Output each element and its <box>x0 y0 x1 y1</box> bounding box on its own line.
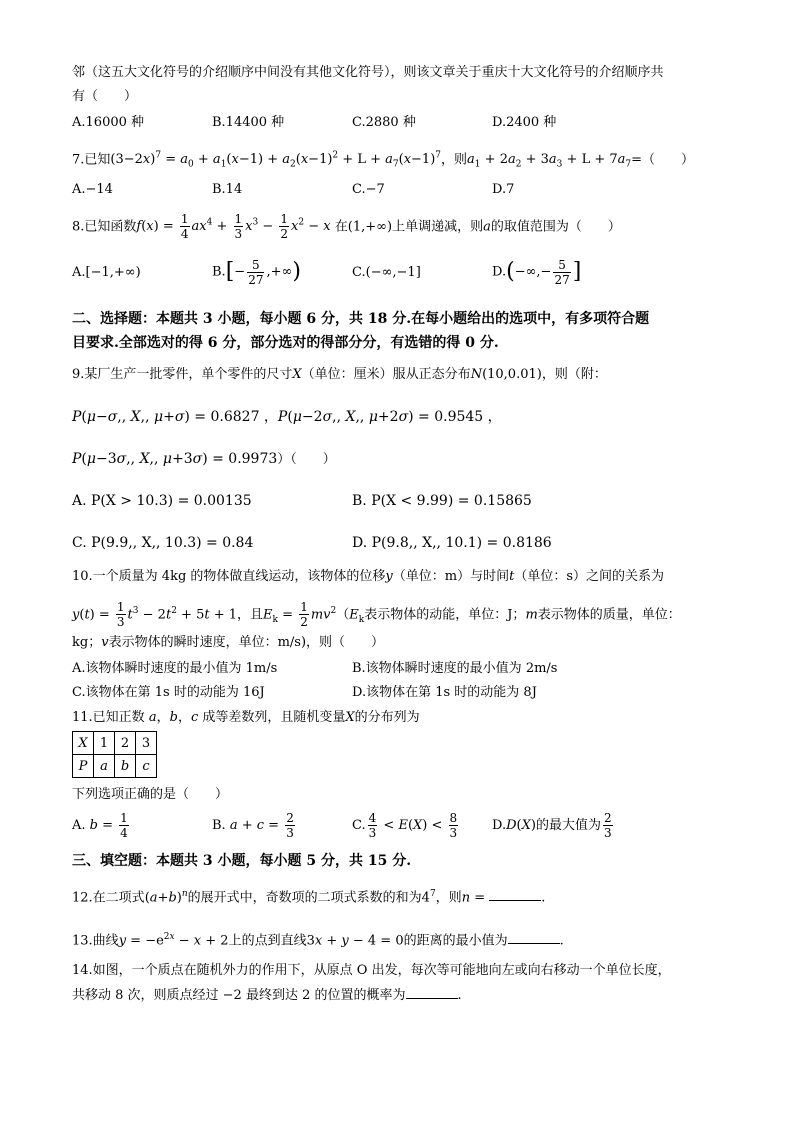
q10-stem-line1: 10.一个质量为 4kg 的物体做直线运动，该物体的位移y（单位：m）与时间t（单位：s）之间的关系为 <box>72 569 665 584</box>
section2-heading-line1: 二、选择题：本题共 3 小题，每小题 6 分，共 18 分.在每小题给出的选项中，有多项符合题 <box>72 311 650 327</box>
table-cell: 1 <box>94 732 115 755</box>
q8-option-a: A.[−1,+∞) <box>72 265 141 280</box>
q8-function: f(x) = $\frac{1}{4}$ $ax^4$ + $\frac{1}{3}$ $x^3$ − $\frac{1}{2}$ $x^2 - x$ <box>136 212 331 242</box>
q9-option-a: A. P(X > 10.3) = 0.00135 <box>72 493 252 509</box>
q8-option-d: D.(−∞,− $\frac{5}{27}$ ] <box>492 257 582 287</box>
q7-option-b: B.14 <box>212 182 243 197</box>
q8-option-c: C.(−∞,−1] <box>352 265 421 280</box>
q6-stem-line2: 有（ ） <box>72 89 138 104</box>
q11-followup: 下列选项正确的是（ ） <box>72 787 229 802</box>
q10-option-c: C.该物体在第 1s 时的动能为 16J <box>72 685 265 700</box>
section3-heading: 三、填空题：本题共 3 小题，每小题 5 分，共 15 分. <box>72 853 412 869</box>
q11-option-b: B. a + c = $\frac{2}{3}$ <box>212 811 294 840</box>
table-cell: 3 <box>136 732 157 755</box>
q8-option-b: B.[− $\frac{5}{27}$ ,+∞) <box>212 257 301 287</box>
q14-stem-line1: 14.如图，一个质点在随机外力的作用下，从原点 O 出发，每次等可能地向左或向右移动一个单位长度， <box>72 963 671 978</box>
q12-answer-blank[interactable] <box>489 900 541 901</box>
q14-stem-line2: 共移动 8 次，则质点经过 −2 最终到达 2 的位置的概率为 . <box>72 988 462 1003</box>
q7-middle: ，则 <box>441 152 468 168</box>
q11-distribution-table <box>72 731 157 778</box>
q9-given-1-2: P(μ−σ,, X,, μ+σ) = 0.6827 ，P(μ−2σ,, X,, μ+2σ) = 0.9545 ， <box>72 409 502 425</box>
q7-prefix: 7.已知 <box>72 152 111 168</box>
q9-option-c: C. P(9.9,, X,, 10.3) = 0.84 <box>72 535 254 551</box>
q9-option-b: B. P(X < 9.99) = 0.15865 <box>352 493 532 509</box>
q9-option-d: D. P(9.8,, X,, 10.1) = 0.8186 <box>352 535 552 551</box>
q10-stem-line3: kg；v表示物体的瞬时速度，单位：m/s)，则（ ） <box>72 635 385 650</box>
q8-stem: 8.已知函数f(x) = $\frac{1}{4}$ $ax^4$ + $\frac{1}{3}$ $x^3$ − $\frac{1}{2}$ $x^2 - x$ 在(1,+∞)上单调递减，则a的取值范围为（ ） <box>72 212 621 242</box>
q9-stem: 9.某厂生产一批零件，单个零件的尺寸X（单位：厘米）服从正态分布N(10,0.01)，则（附： <box>72 367 607 382</box>
table-cell: X <box>73 732 94 755</box>
table-cell: b <box>115 755 136 778</box>
table-row <box>73 732 157 755</box>
q8-interval: (1,+∞) <box>347 219 393 235</box>
q10-option-b: B.该物体瞬时速度的最小值为 2m/s <box>352 661 558 676</box>
q7-option-a: A.−14 <box>72 182 113 197</box>
q12-stem: 12.在二项式$(a+b)^n$的展开式中，奇数项的二项式系数的和为$4^7$，则n = . <box>72 889 546 906</box>
q8-suffix2: 的取值范围为（ ） <box>490 219 621 235</box>
q7-suffix: =（ ） <box>631 152 695 168</box>
q10-stem-line2: y(t) = $\frac{1}{3}$ $t^3 - 2t^2 + 5t + 1$，且$E_k$ = $\frac{1}{2}$ $mv^2(E_k$表示物体的动能，单位：J；m表示物体的质量，单位： <box>72 600 681 630</box>
section2-heading-line2: 目要求.全部选对的得 6 分，部分选对的得部分分，有选错的得 0 分. <box>72 335 499 351</box>
table-cell: 2 <box>115 732 136 755</box>
q10-option-a: A.该物体瞬时速度的最小值为 1m/s <box>72 661 278 676</box>
q11-option-c: C. $\frac{4}{3}$ < E(X) < $\frac{8}{3}$ <box>352 811 458 840</box>
q6-stem-line1: 邻（这五大文化符号的介绍顺序中间没有其他文化符号），则该文章关于重庆十大文化符号的介绍顺序共 <box>72 65 664 80</box>
q7-stem <box>72 147 694 174</box>
q8-suffix1: 上单调递减，则 <box>392 219 484 235</box>
q6-option-a: A.16000 种 <box>72 115 145 130</box>
q6-option-c: C.2880 种 <box>352 115 416 130</box>
q9-given-3: P(μ−3σ,, X,, μ+3σ) = 0.9973）（ ） <box>72 451 336 467</box>
q13-stem: 13.曲线$y = -e^{2x} - x + 2$上的点到直线3x + y − 4 = 0的距离的最小值为 . <box>72 932 564 949</box>
q13-answer-blank[interactable] <box>508 943 560 944</box>
q6-option-d: D.2400 种 <box>492 115 557 130</box>
q6-option-b: B.14400 种 <box>212 115 285 130</box>
q11-stem: 11.已知正数 a，b，c 成等差数列，且随机变量X的分布列为 <box>72 710 420 725</box>
q7-expansion: $(3-2x)^7 = a_0 + a_1(x-1) + a_2(x-1)^2 + L + a_7(x-1)^7$ <box>110 151 442 170</box>
q8-middle: 在 <box>334 219 348 235</box>
table-cell: P <box>73 755 94 778</box>
q7-option-c: C.−7 <box>352 182 385 197</box>
q11-option-d: D.D(X)的最大值为 $\frac{2}{3}$ <box>492 811 612 840</box>
q14-answer-blank[interactable] <box>406 998 458 999</box>
q10-option-d: D.该物体在第 1s 时的动能为 8J <box>352 685 537 700</box>
q11-option-a: A. b = $\frac{1}{4}$ <box>72 811 128 840</box>
table-row <box>73 755 157 778</box>
table-cell: a <box>94 755 115 778</box>
q7-option-d: D.7 <box>492 182 515 197</box>
table-cell: c <box>136 755 157 778</box>
q8-prefix: 8.已知函数 <box>72 219 137 235</box>
q7-sum: $a_1 + 2a_2 + 3a_3 + L + 7a_7$ <box>467 152 632 170</box>
